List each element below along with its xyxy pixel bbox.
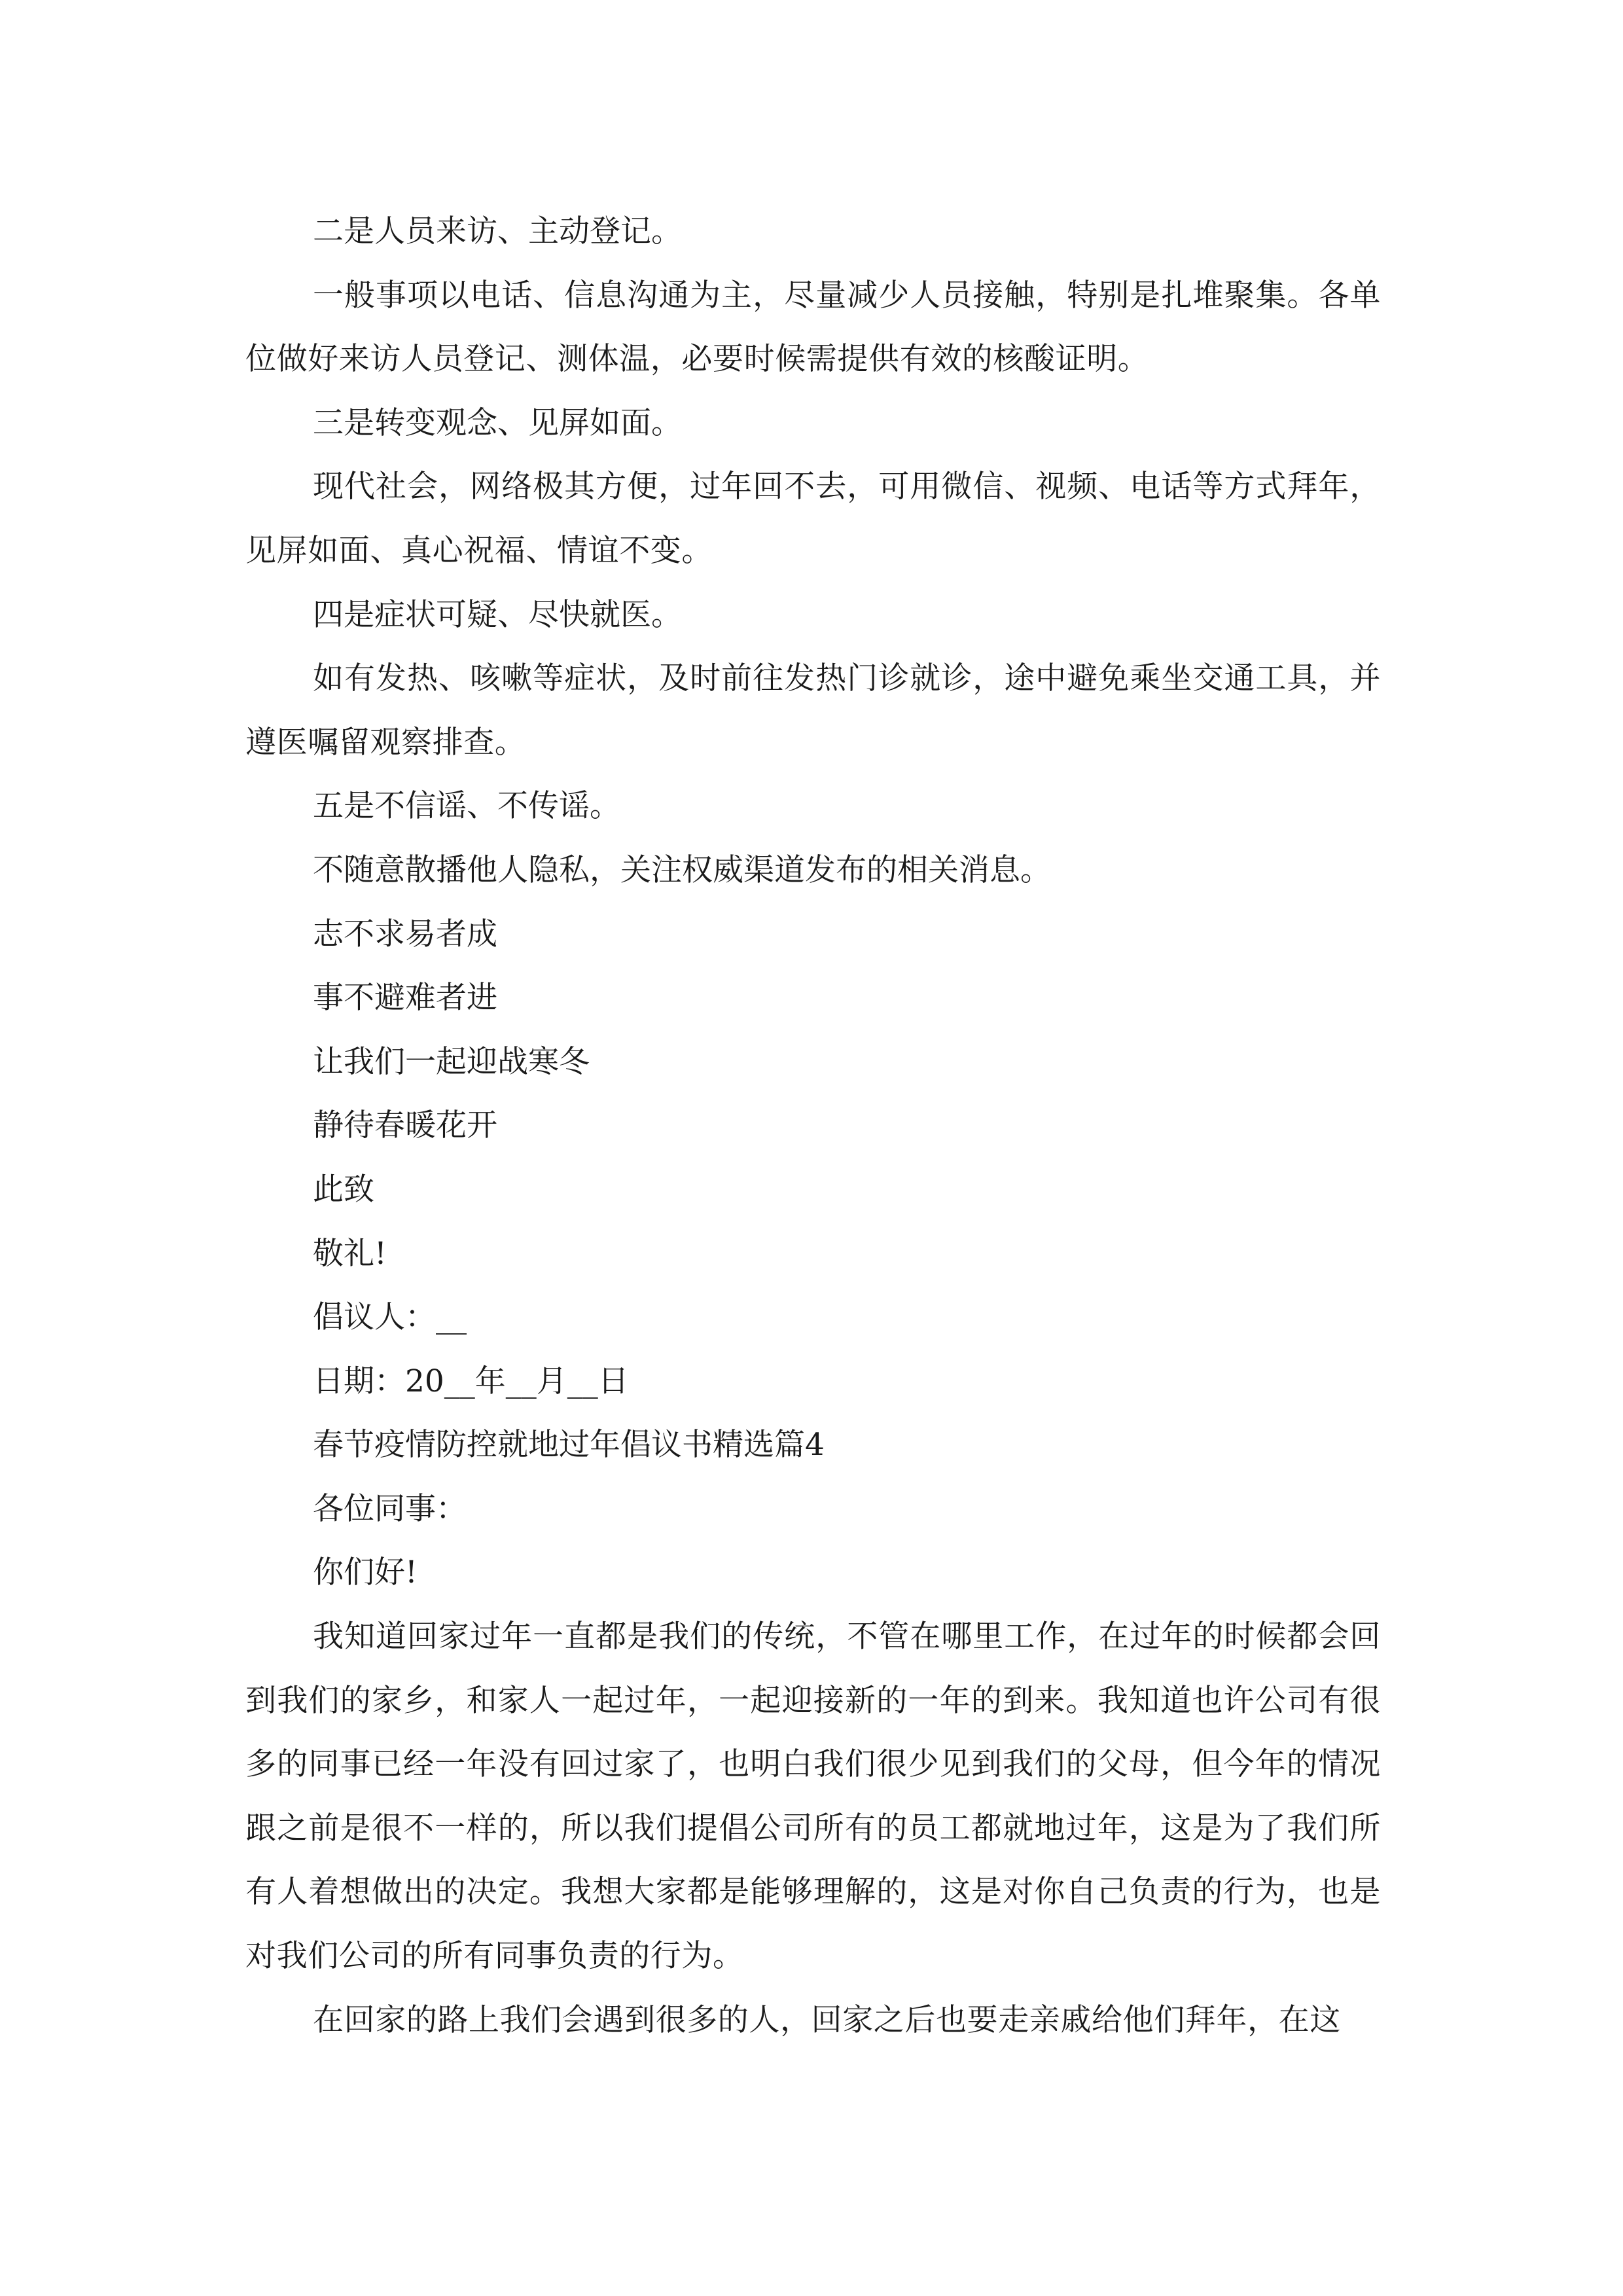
greeting-addressee: 各位同事：	[313, 1490, 467, 1527]
paragraph-travel-risk: 在回家的路上我们会遇到很多的人，回家之后也要走亲戚给他们拜年，在这	[313, 2001, 1341, 2038]
date-line: 日期：20__年__月__日	[313, 1363, 629, 1399]
section-title: 春节疫情防控就地过年倡议书精选篇4	[313, 1427, 825, 1463]
document-body	[245, 200, 1381, 2052]
heading-seek-medical-care: 四是症状可疑、尽快就医。	[313, 596, 682, 633]
paragraph-contact-guidance: 一般事项以电话、信息沟通为主，尽量减少人员接触，特别是扎堆聚集。各单位做好来访人员登记、测体温，必要时候需提供有效的核酸证明。	[245, 277, 1381, 378]
heading-change-mindset: 三是转变观念、见屏如面。	[313, 404, 682, 441]
verse-line-4: 静待春暖花开	[313, 1107, 497, 1144]
paragraph-stay-local: 我知道回家过年一直都是我们的传统，不管在哪里工作，在过年的时候都会回到我们的家乡，和家人一起过年，一起迎接新的一年的到来。我知道也许公司有很多的同事已经一年没有回过家了，也明白我们很少见到我们的父母，但今年的情况跟之前是很不一样的，所以我们提倡公司所有的员工都就地过年，这是为了我们所有人着想做出的决定。我想大家都是能够理解的，这是对你自己负责的行为，也是对我们公司的所有同事负责的行为。	[245, 1619, 1381, 1975]
initiator-line: 倡议人：__	[313, 1299, 467, 1336]
verse-line-2: 事不避难者进	[313, 980, 497, 1016]
paragraph-fever-guidance: 如有发热、咳嗽等症状，及时前往发热门诊就诊，途中避免乘坐交通工具，并遵医嘱留观察排查。	[245, 660, 1381, 761]
closing-salutation: 此致	[313, 1171, 374, 1208]
heading-no-rumors: 五是不信谣、不传谣。	[313, 788, 620, 825]
paragraph-online-greetings: 现代社会，网络极其方便，过年回不去，可用微信、视频、电话等方式拜年，见屏如面、真心祝福、情谊不变。	[245, 469, 1381, 569]
greeting-hello: 你们好!	[313, 1554, 418, 1591]
closing-regards: 敬礼!	[313, 1235, 387, 1272]
paragraph-privacy: 不随意散播他人隐私，关注权威渠道发布的相关消息。	[313, 852, 1051, 888]
verse-line-3: 让我们一起迎战寒冬	[313, 1043, 590, 1080]
heading-visitor-registration: 二是人员来访、主动登记。	[313, 213, 682, 249]
verse-line-1: 志不求易者成	[313, 916, 497, 952]
